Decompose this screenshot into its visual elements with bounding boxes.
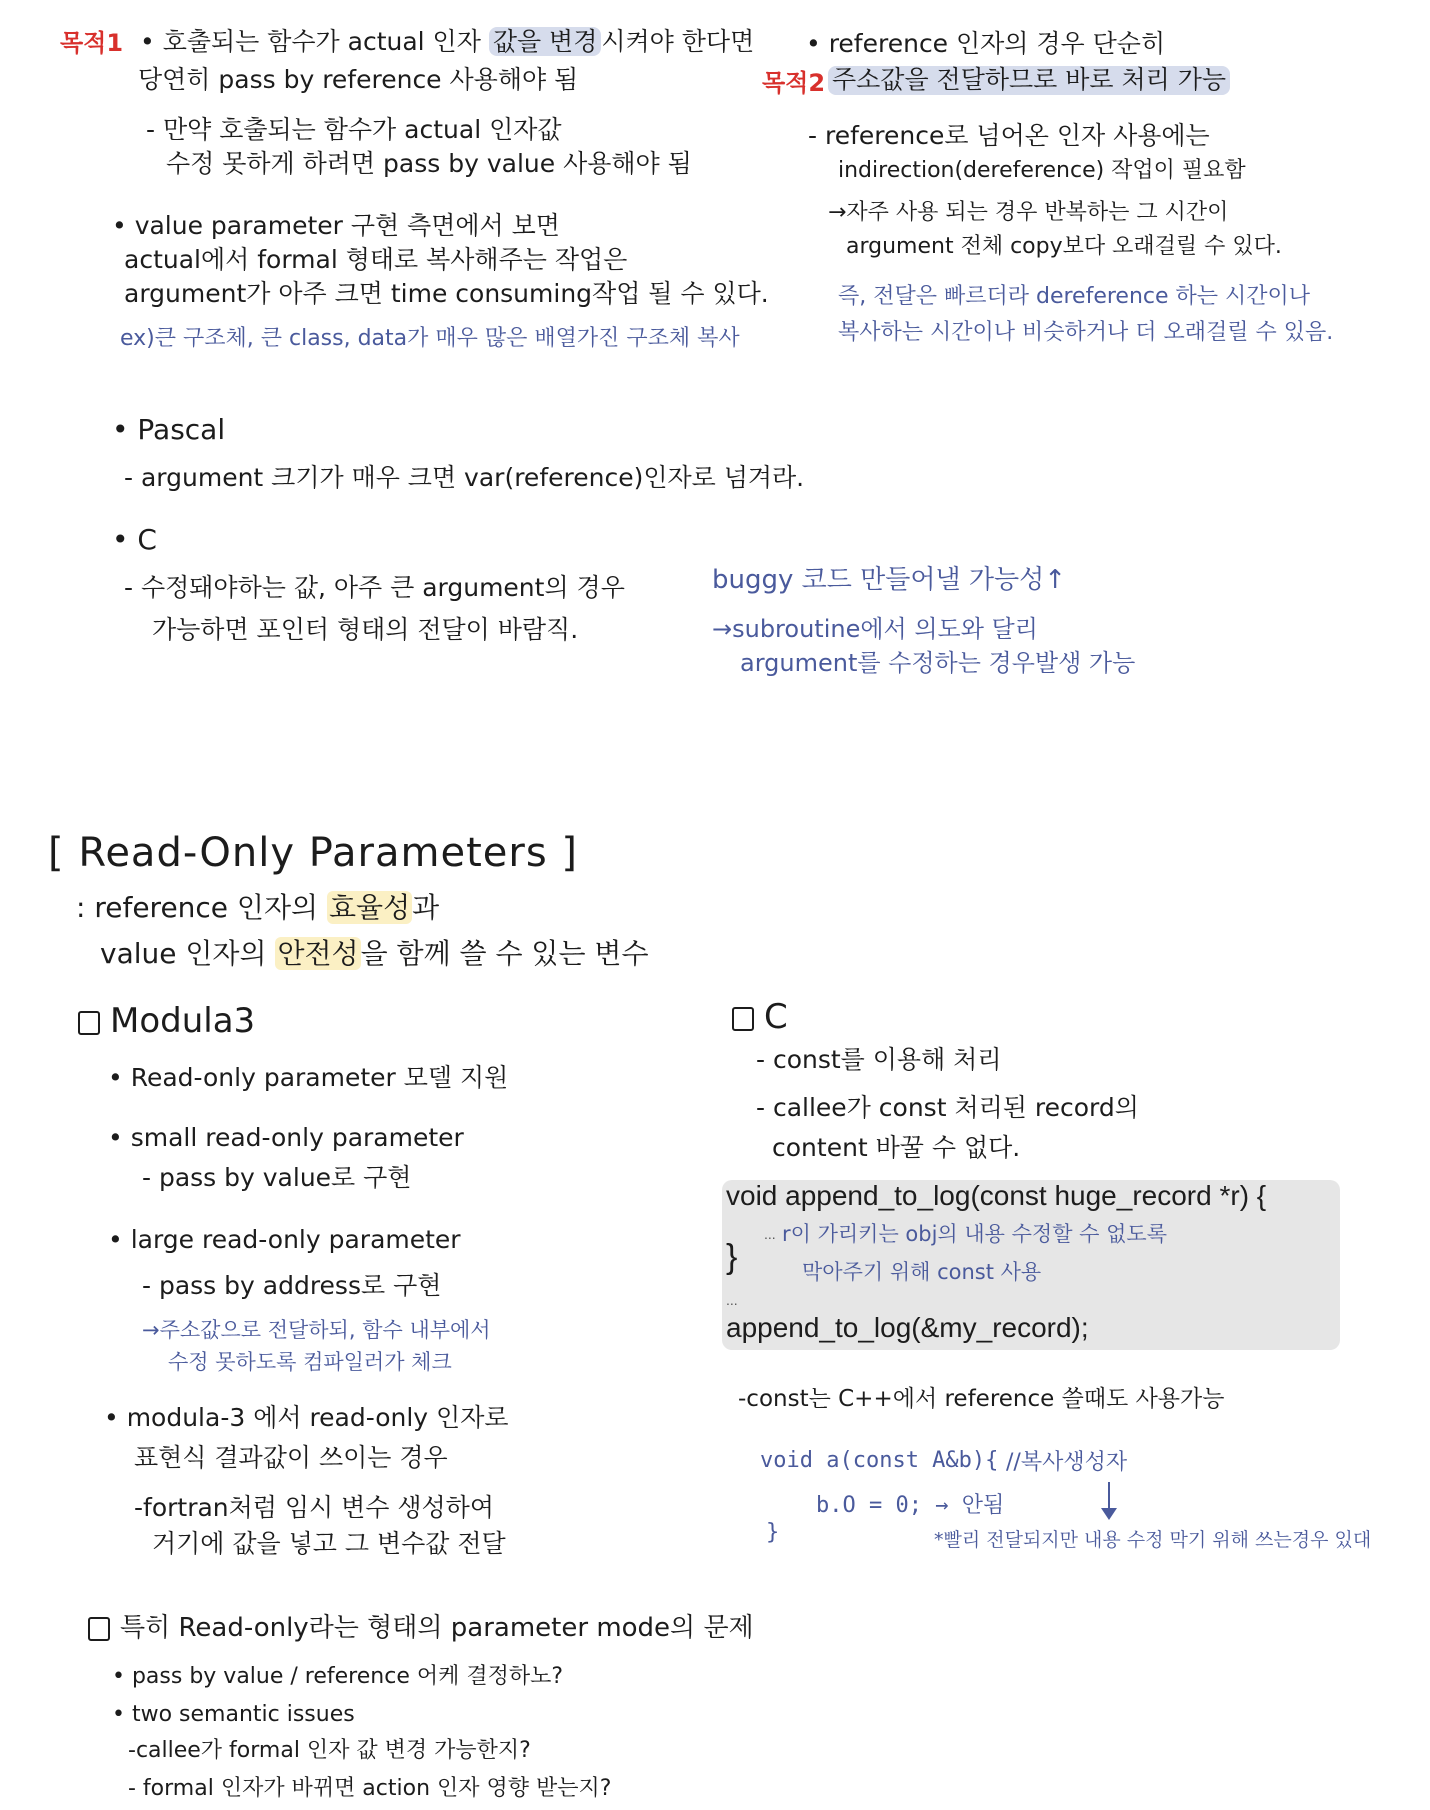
top-left-line1-text-a: • 호출되는 함수가 actual 인자 bbox=[140, 27, 489, 56]
modula3-b4-sub2: 거기에 값을 넣고 그 변수값 전달 bbox=[152, 1529, 506, 1558]
c-note2: →subroutine에서 의도와 달리 bbox=[712, 615, 1038, 643]
cpp-comment: //복사생성자 bbox=[1006, 1450, 1128, 1475]
c-heading-top: • C bbox=[112, 523, 157, 556]
modula3-b4-line2: 표현식 결과값이 쓰이는 경우 bbox=[134, 1443, 448, 1472]
bottom-b2: • two semantic issues bbox=[112, 1702, 355, 1727]
readonly-def2-a: value 인자의 bbox=[100, 937, 276, 970]
checkbox-icon bbox=[732, 1007, 754, 1031]
cpp-code1: void a(const A&b){ bbox=[760, 1448, 999, 1473]
modula3-b3-note1: →주소값으로 전달하되, 함수 내부에서 bbox=[142, 1318, 491, 1342]
c-note1: buggy 코드 만들어낼 가능성↑ bbox=[712, 565, 1067, 595]
modula3-heading bbox=[78, 1002, 255, 1041]
top-left-line6: actual에서 formal 형태로 복사해주는 작업은 bbox=[124, 245, 628, 274]
cpp-code2: b.O = 0; → 안됨 bbox=[816, 1493, 1005, 1518]
goal2-label: 목적2 bbox=[762, 69, 826, 97]
modula3-b4-sub1: -fortran처럼 임시 변수 생성하여 bbox=[134, 1493, 494, 1522]
c-line1: - 수정돼야하는 값, 아주 큰 argument의 경우 bbox=[124, 573, 625, 602]
top-left-line7: argument가 아주 크면 time consuming작업 될 수 있다. bbox=[124, 279, 769, 308]
pascal-heading: • Pascal bbox=[112, 413, 226, 446]
pascal-line: - argument 크기가 매우 크면 var(reference)인자로 넘겨라. bbox=[124, 463, 805, 492]
code-brace: } bbox=[726, 1238, 738, 1276]
checkbox-icon bbox=[78, 1011, 100, 1035]
top-right-line1: • reference 인자의 경우 단순히 bbox=[806, 29, 1166, 58]
readonly-def1 bbox=[76, 892, 439, 924]
top-right-line6: argument 전체 copy보다 오래걸릴 수 있다. bbox=[846, 234, 1282, 259]
c-box-line3: content 바꿀 수 없다. bbox=[772, 1133, 1021, 1162]
highlight-efficiency: 효율성 bbox=[328, 891, 411, 924]
modula3-b2-sub: - pass by value로 구현 bbox=[142, 1163, 412, 1192]
code-note2: 막아주기 위해 const 사용 bbox=[802, 1260, 1042, 1284]
top-left-line1-text-b: 시켜야 한다면 bbox=[601, 27, 755, 56]
top-right-note1: 즉, 전달은 빠르더라 dereference 하는 시간이나 bbox=[838, 284, 1311, 309]
modula3-b3-sub: - pass by address로 구현 bbox=[142, 1271, 442, 1300]
readonly-title: [ Read-Only Parameters ] bbox=[48, 830, 578, 876]
code-dots1: ... bbox=[764, 1226, 776, 1242]
c-box-heading bbox=[732, 998, 788, 1037]
code-line2: append_to_log(&my_record); bbox=[726, 1312, 1089, 1343]
modula3-b3-note2: 수정 못하도록 컴파일러가 체크 bbox=[168, 1350, 452, 1374]
c-box-heading-text: C bbox=[764, 997, 788, 1037]
top-right-line3: - reference로 넘어온 인자 사용에는 bbox=[808, 121, 1210, 150]
top-left-line5: • value parameter 구현 측면에서 보면 bbox=[112, 211, 560, 240]
modula3-b4: • modula-3 에서 read-only 인자로 bbox=[104, 1403, 509, 1432]
c-box-line2: - callee가 const 처리된 record의 bbox=[756, 1093, 1139, 1122]
checkbox-icon bbox=[88, 1617, 110, 1641]
cpp-note: *빨리 전달되지만 내용 수정 막기 위해 쓰는경우 있대 bbox=[934, 1529, 1372, 1551]
readonly-def1-a: : reference 인자의 bbox=[76, 891, 327, 924]
top-left-line2: 당연히 pass by reference 사용해야 됨 bbox=[138, 65, 579, 94]
top-left-line4: 수정 못하게 하려면 pass by value 사용해야 됨 bbox=[166, 149, 692, 178]
bottom-heading-text: 특히 Read-only라는 형태의 parameter mode의 문제 bbox=[120, 1613, 754, 1643]
c-note3: argument를 수정하는 경우발생 가능 bbox=[740, 649, 1136, 677]
top-right-line5: →자주 사용 되는 경우 반복하는 그 시간이 bbox=[828, 200, 1229, 225]
highlight-value-change: 값을 변경 bbox=[489, 27, 602, 56]
modula3-heading-text: Modula3 bbox=[110, 1001, 256, 1041]
arrow-down-icon bbox=[1108, 1482, 1110, 1518]
highlight-address-pass: 주소값을 전달하므로 바로 처리 가능 bbox=[828, 66, 1230, 95]
modula3-b3: • large read-only parameter bbox=[108, 1225, 461, 1254]
bottom-b2-sub1: -callee가 formal 인자 값 변경 가능한지? bbox=[128, 1738, 531, 1763]
highlight-safety: 안전성 bbox=[277, 937, 359, 970]
cpp-code3: } bbox=[766, 1520, 780, 1545]
code-note1: r이 가리키는 obj의 내용 수정할 수 없도록 bbox=[782, 1222, 1167, 1246]
goal1-label: 목적1 bbox=[60, 29, 124, 57]
c-box-line1: - const를 이용해 처리 bbox=[756, 1045, 1002, 1074]
readonly-def1-b: 과 bbox=[412, 891, 440, 924]
bottom-b1: • pass by value / reference 어케 결정하노? bbox=[112, 1664, 564, 1689]
readonly-def2 bbox=[100, 938, 649, 970]
top-right-line4: indirection(dereference) 작업이 필요함 bbox=[838, 158, 1246, 183]
top-left-line3: - 만약 호출되는 함수가 actual 인자값 bbox=[146, 115, 562, 144]
top-left-line1 bbox=[140, 28, 754, 57]
top-right-note2: 복사하는 시간이나 비슷하거나 더 오래걸릴 수 있음. bbox=[838, 320, 1334, 345]
modula3-b1: • Read-only parameter 모델 지원 bbox=[108, 1063, 509, 1092]
readonly-def2-b: 을 함께 쓸 수 있는 변수 bbox=[360, 937, 649, 970]
bottom-b2-sub2: - formal 인자가 바뀌면 action 인자 영향 받는지? bbox=[128, 1776, 612, 1801]
modula3-b2: • small read-only parameter bbox=[108, 1123, 464, 1152]
bottom-heading bbox=[88, 1614, 754, 1644]
c-line2: 가능하면 포인터 형태의 전달이 바람직. bbox=[152, 615, 579, 644]
code-dots2: ... bbox=[726, 1292, 738, 1308]
top-left-note: ex)큰 구조체, 큰 class, data가 매우 많은 배열가진 구조체 복사 bbox=[120, 326, 740, 351]
cpp-line: -const는 C++에서 reference 쓸때도 사용가능 bbox=[738, 1386, 1225, 1412]
code-line1: void append_to_log(const huge_record *r) { bbox=[726, 1180, 1267, 1211]
